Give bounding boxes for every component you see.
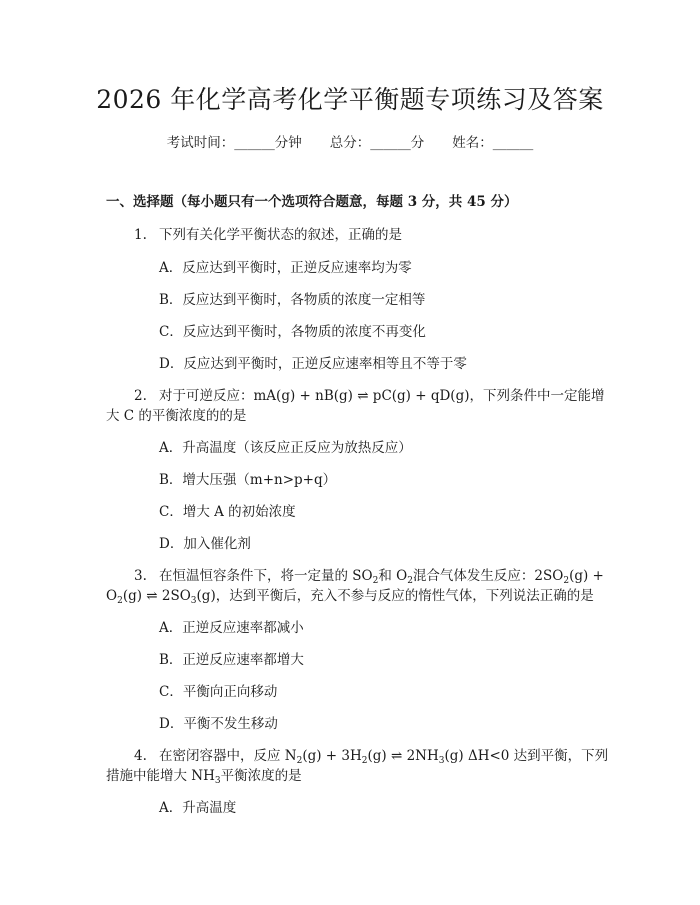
question-3-option-c: C．平衡向正向移动 <box>159 684 278 700</box>
question-2-option-c: C．增大 A 的初始浓度 <box>159 504 296 520</box>
question-1-option-c: C．反应达到平衡时，各物质的浓度不再变化 <box>159 324 426 340</box>
document-title: 2026 年化学高考化学平衡题专项练习及答案 <box>96 85 604 114</box>
name-field: 姓名：______ <box>452 135 534 151</box>
question-1-option-a: A．反应达到平衡时，正逆反应速率均为零 <box>159 260 412 276</box>
question-3-stem-continued: $O_2(g)$ ⇌ $2SO_3(g)$，达到平衡后，充入不参与反应的惰性气体，下列说法正确的是 <box>106 588 594 606</box>
exam-time-field: 考试时间：______分钟 <box>166 135 302 151</box>
section-heading: 一、选择题（每小题只有一个选项符合题意，每题 3 分，共 45 分） <box>106 194 518 210</box>
question-4-stem-continued: 措施中能增大 $NH_3$平衡浓度的是 <box>106 768 302 786</box>
exam-info <box>0 131 700 151</box>
question-3-stem: 3. 在恒温恒容条件下，将一定量的 $SO_2$和 $O_2$混合气体发生反应：$2SO_2(g)$ + <box>134 568 604 586</box>
question-1-option-b: B．反应达到平衡时，各物质的浓度一定相等 <box>159 292 426 308</box>
question-2-option-d: D．加入催化剂 <box>159 536 251 552</box>
question-4-stem: 4. 在密闭容器中，反应 $N_2(g) + 3H_2(g)$ ⇌ $2NH_3(g)$ ΔH<0 达到平衡，下列 <box>134 748 609 766</box>
question-2-option-a: A．升高温度（该反应正反应为放热反应） <box>159 440 412 456</box>
question-3-option-b: B．正逆反应速率都增大 <box>159 652 304 668</box>
question-4-option-a: A．升高温度 <box>159 800 237 816</box>
question-3-option-d: D．平衡不发生移动 <box>159 716 278 732</box>
question-3-option-a: A．正逆反应速率都减小 <box>159 620 304 636</box>
question-2-stem-continued: 大 C 的平衡浓度的的是 <box>106 408 247 424</box>
question-2-option-b: B．增大压强（m+n>p+q） <box>159 472 337 488</box>
question-2-stem: 2. 对于可逆反应：mA(g) + nB(g) ⇌ pC(g) + qD(g)，下列条件中一定能增 <box>134 388 605 404</box>
question-1-option-d: D．反应达到平衡时，正逆反应速率相等且不等于零 <box>159 356 467 372</box>
total-score-field: 总分：______分 <box>329 135 425 151</box>
question-1-stem: 1. 下列有关化学平衡状态的叙述，正确的是 <box>134 227 402 243</box>
